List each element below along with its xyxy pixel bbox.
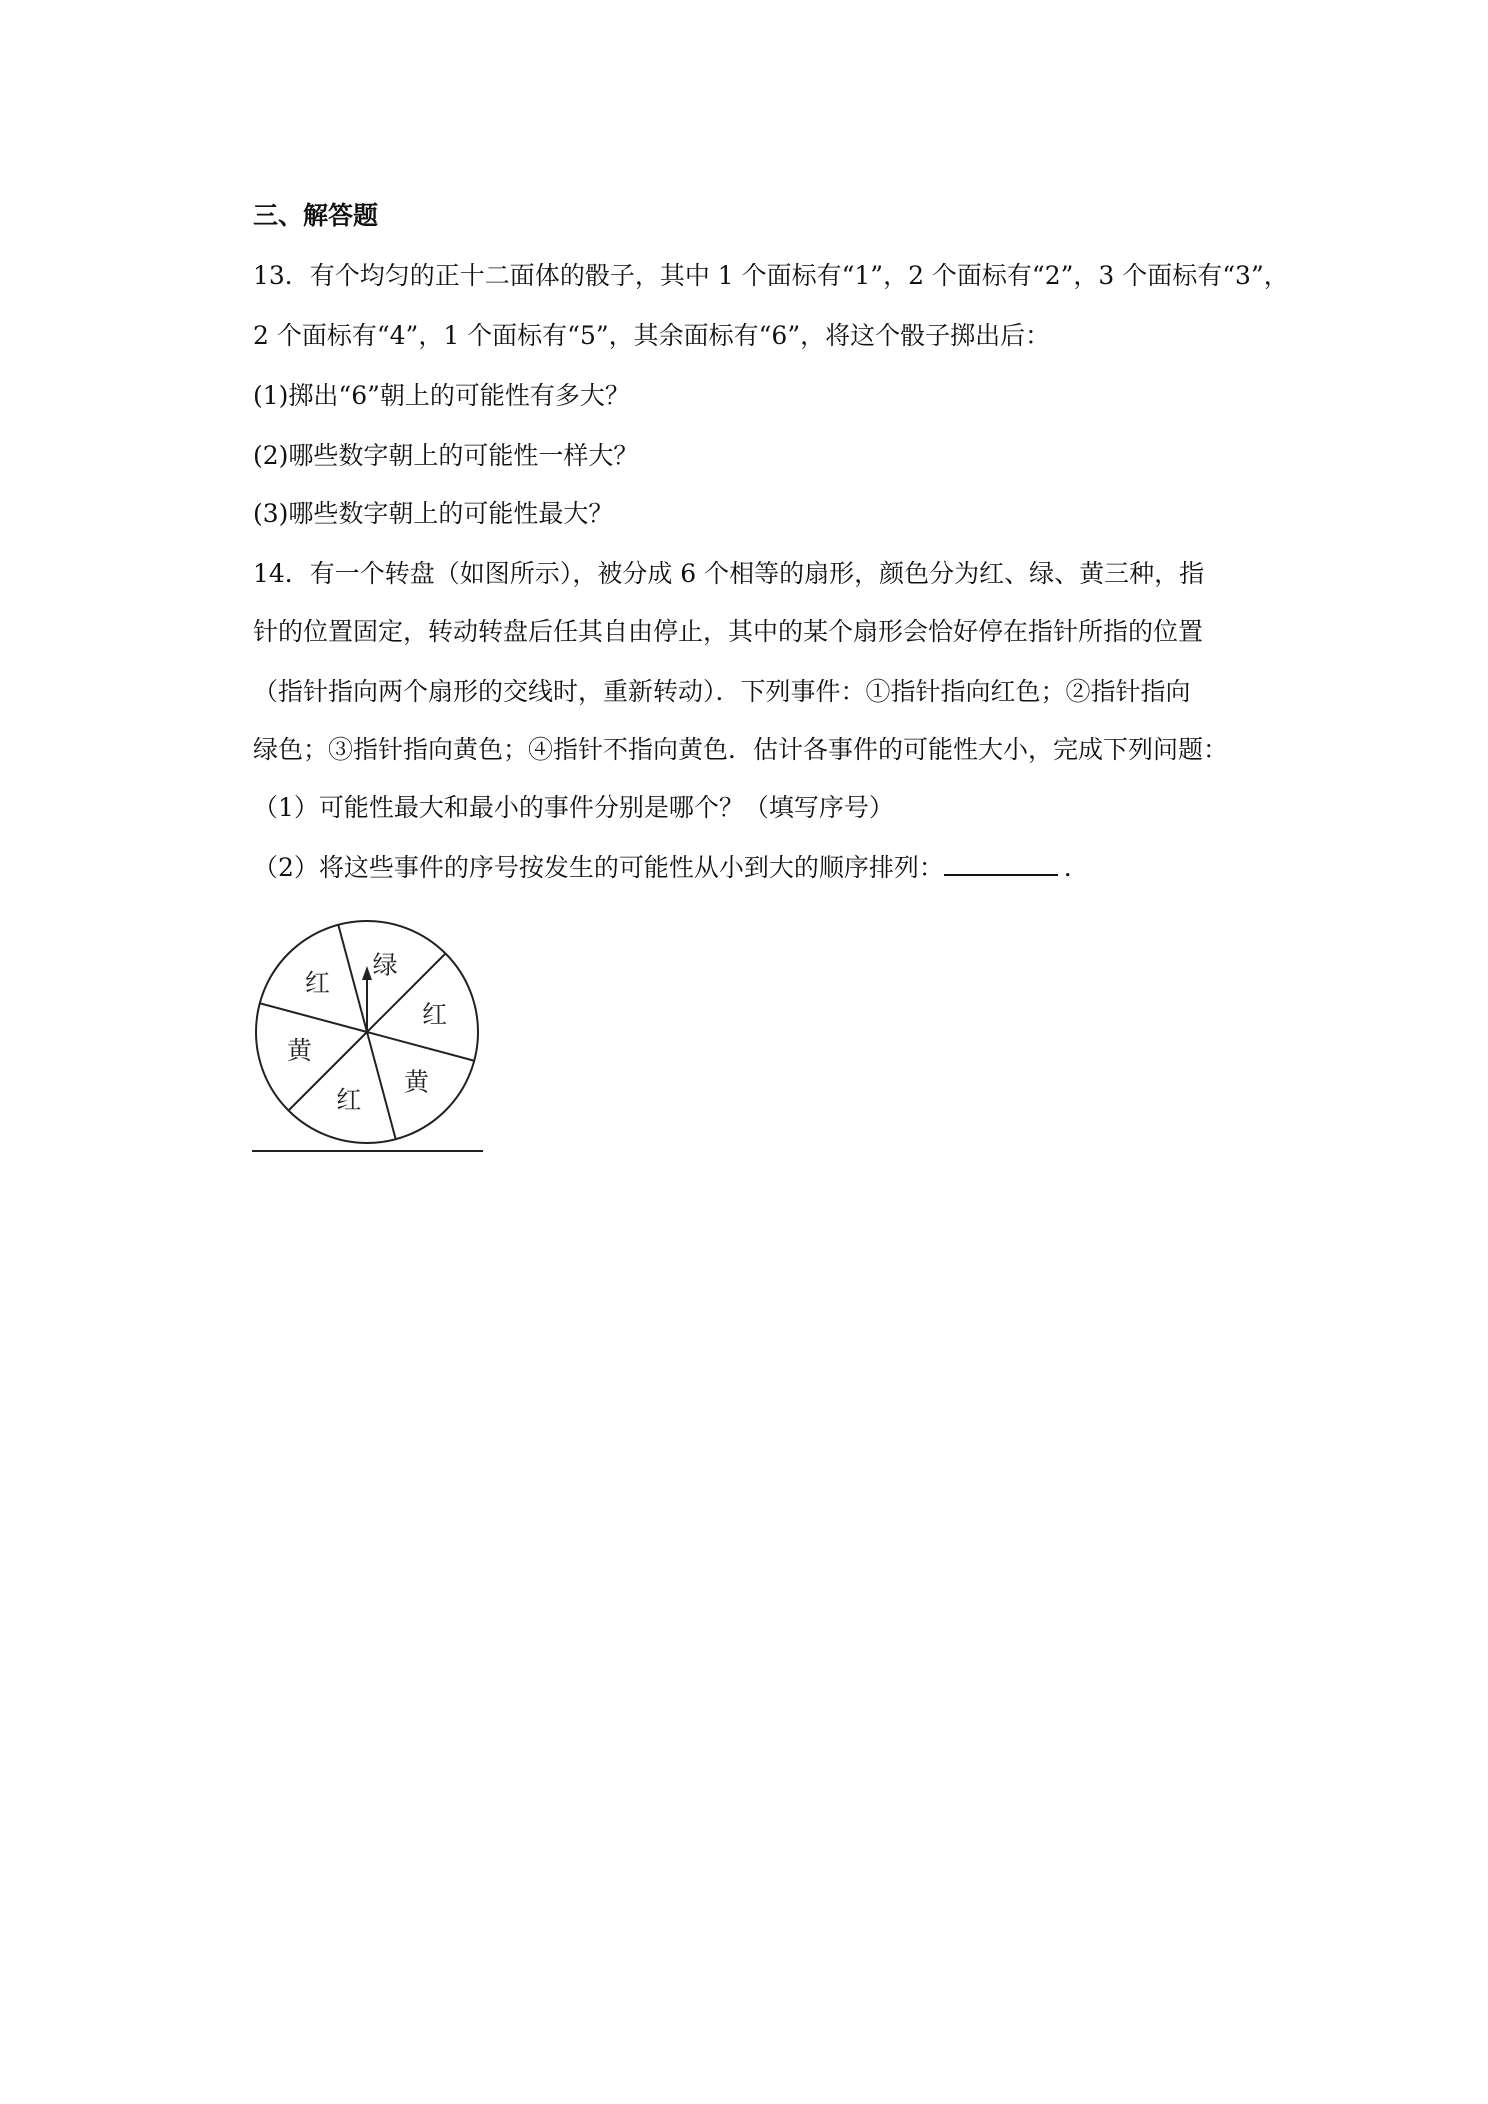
sector-label-5: 黄: [286, 1036, 312, 1066]
q14-line-3: （指针指向两个扇形的交线时，重新转动）．下列事件：①指针指向红色；②指针指向: [253, 677, 1191, 706]
q14-subquestion-1: （1）可能性最大和最小的事件分别是哪个？（填写序号）: [253, 793, 894, 822]
q13-subquestion-3: (3)哪些数字朝上的可能性最大？: [253, 499, 614, 528]
pointer-arrow-icon: [362, 966, 372, 980]
sector-divider-3: [367, 1032, 474, 1061]
sector-divider-6: [260, 1003, 367, 1032]
spinner-figure: [250, 914, 486, 1154]
q13-subquestion-2: (2)哪些数字朝上的可能性一样大？: [253, 441, 639, 470]
sector-label-4: 红: [336, 1085, 362, 1115]
q14-subquestion-2-text: （2）将这些事件的序号按发生的可能性从小到大的顺序排列：: [253, 853, 944, 882]
sector-label-2: 红: [422, 999, 448, 1029]
q13-line-1: 13．有个均匀的正十二面体的骰子，其中 1 个面标有“1”，2 个面标有“2”，3 个面标有“3”，: [253, 261, 1289, 290]
answer-blank[interactable]: [944, 852, 1058, 876]
sector-divider-4: [367, 1032, 396, 1139]
q14-line-1: 14．有一个转盘（如图所示），被分成 6 个相等的扇形，颜色分为红、绿、黄三种，指: [253, 559, 1205, 588]
sector-label-6: 红: [304, 968, 331, 998]
q14-line-4: 绿色；③指针指向黄色；④指针不指向黄色．估计各事件的可能性大小，完成下列问题：: [253, 735, 1229, 764]
spinner-svg: [250, 914, 486, 1154]
q14-subquestion-2: [253, 852, 1089, 884]
sector-label-1: 绿: [372, 950, 398, 980]
q14-line-2: 针的位置固定，转动转盘后任其自由停止，其中的某个扇形会恰好停在指针所指的位置: [253, 617, 1204, 646]
section-heading: 三、解答题: [253, 201, 379, 230]
q13-line-2: 2 个面标有“4”，1 个面标有“5”，其余面标有“6”，将这个骰子掷出后：: [253, 321, 1051, 350]
q14-subquestion-2-end: ．: [1063, 853, 1089, 882]
q13-subquestion-1: (1)掷出“6”朝上的可能性有多大？: [253, 381, 630, 410]
sector-label-3: 黄: [403, 1067, 430, 1097]
